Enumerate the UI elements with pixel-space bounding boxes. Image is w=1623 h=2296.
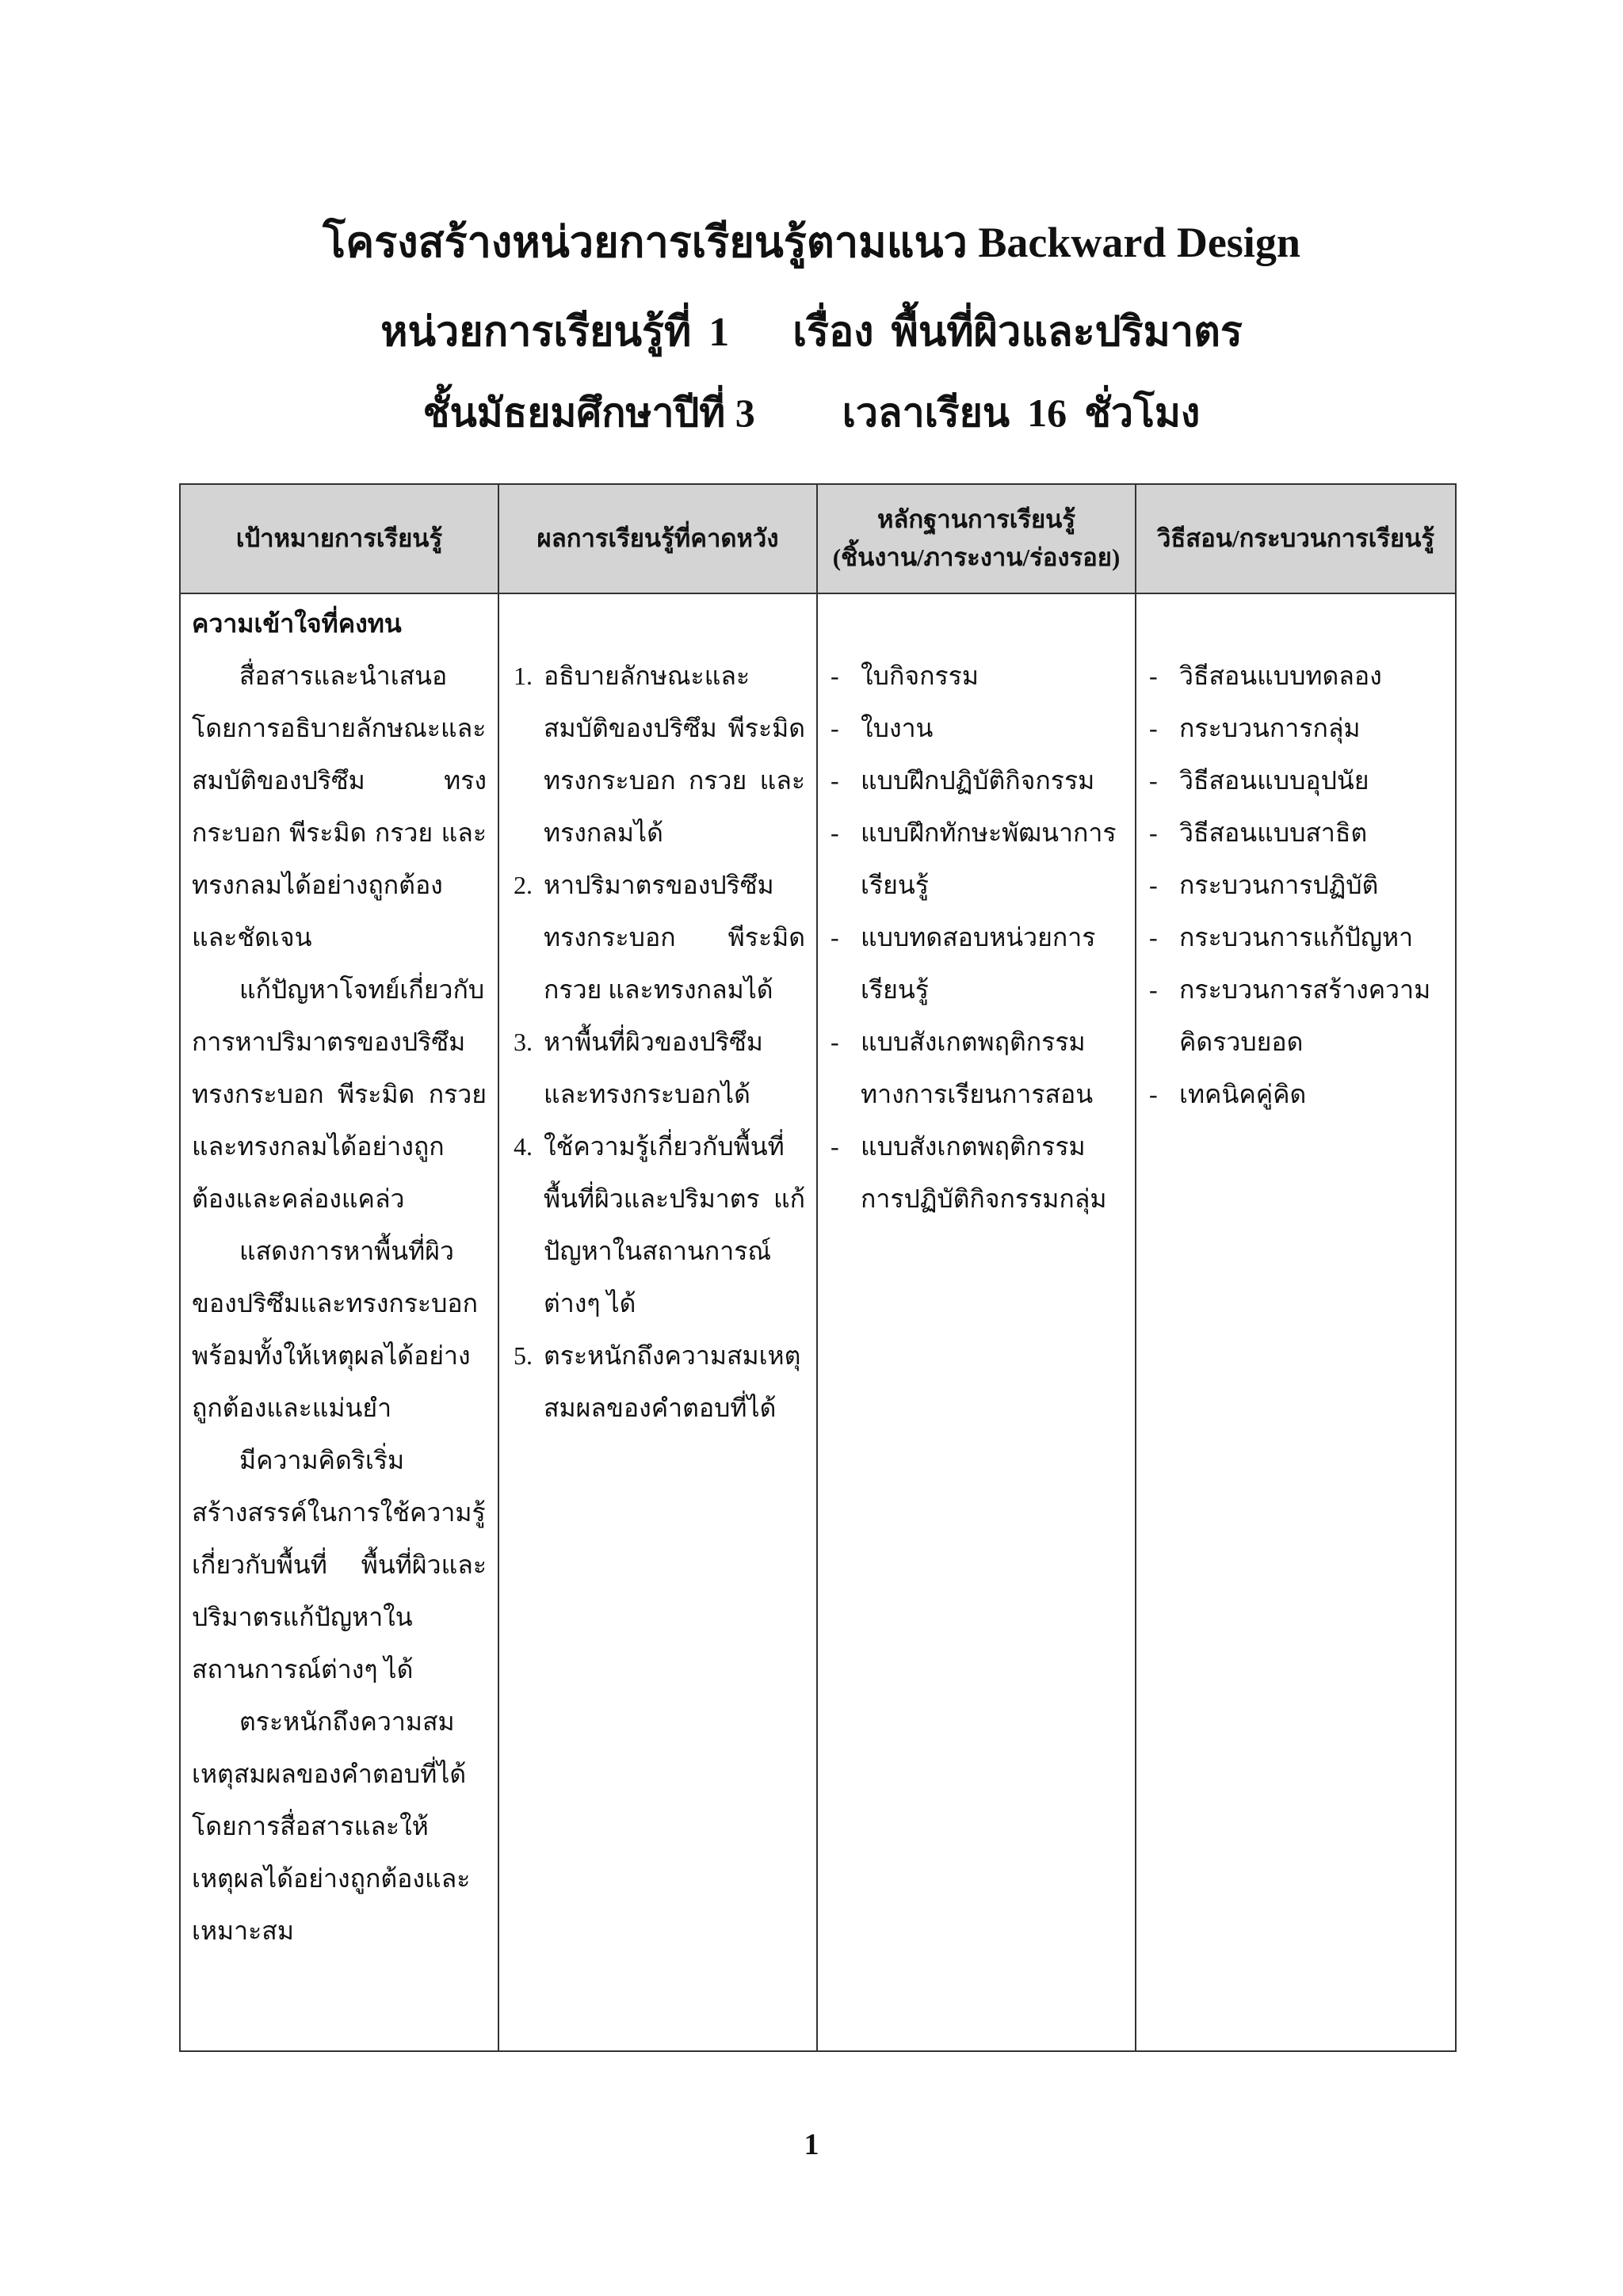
unit-structure-table [179, 483, 1457, 2052]
list-item [514, 650, 805, 859]
header-learning-goals: เป้าหมายการเรียนรู้ [180, 484, 498, 593]
header-expected-outcomes: ผลการเรียนรู้ที่คาดหวัง [498, 484, 817, 593]
item-text: แบบสังเกตพฤติกรรมทางการเรียนการสอน [861, 1028, 1094, 1108]
list-item [1149, 859, 1445, 911]
bullet-dash: - [1149, 871, 1158, 899]
item-text: แบบทดสอบหน่วยการเรียนรู้ [861, 923, 1096, 1004]
unit-number: 1 [708, 310, 730, 355]
bullet-dash: - [1149, 975, 1158, 1004]
time-unit: ชั่วโมง [1084, 391, 1201, 435]
goal-paragraph: มีความคิดริเริ่มสร้างสรรค์ในการใช้ความรู้เกี่ยวกับพื้นที่ พื้นที่ผิวและปริมาตรแก้ปัญหาในสถานการณ์ต่างๆ ได้ [192, 1446, 487, 1684]
list-item [514, 1329, 805, 1434]
goals-cell [180, 593, 498, 2051]
item-text: กระบวนการกลุ่ม [1179, 714, 1361, 742]
bullet-dash: - [1149, 818, 1158, 847]
header-teaching-methods: วิธีสอน/กระบวนการเรียนรู้ [1136, 484, 1456, 593]
list-item [1149, 754, 1445, 807]
grade-label: ชั้นมัธยมศึกษาปีที่ 3 [422, 391, 755, 435]
bullet-dash: - [831, 818, 839, 847]
bullet-dash: - [831, 1028, 839, 1056]
grade-line [0, 382, 1623, 444]
list-item [1149, 650, 1445, 702]
item-text: ใช้ความรู้เกี่ยวกับพื้นที่ พื้นที่ผิวและปริมาตร แก้ปัญหาในสถานการณ์ต่างๆ ได้ [544, 1132, 805, 1318]
unit-label: หน่วยการเรียนรู้ที่ [380, 310, 692, 355]
item-text: อธิบายลักษณะและสมบัติของปริซึม พีระมิด ทรงกระบอก กรวย และทรงกลมได้ [544, 662, 805, 847]
bullet-dash: - [1149, 662, 1158, 690]
bullet-dash: - [831, 766, 839, 795]
goal-paragraph: แก้ปัญหาโจทย์เกี่ยวกับการหาปริมาตรของปริซึม ทรงกระบอก พีระมิด กรวย และทรงกลมได้อย่างถูกต้องและคล่องแคล่ว [192, 975, 487, 1213]
item-text: แบบฝึกทักษะพัฒนาการเรียนรู้ [861, 818, 1117, 899]
list-item [831, 807, 1125, 911]
list-item [831, 650, 1125, 702]
evidence-cell [817, 593, 1136, 2051]
list-item [831, 702, 1125, 754]
methods-cell [1136, 593, 1456, 2051]
outcomes-cell [498, 593, 817, 2051]
list-item [514, 1016, 805, 1120]
document-title: โครงสร้างหน่วยการเรียนรู้ตามแนว Backward Design [323, 219, 1300, 266]
bullet-dash: - [831, 714, 839, 742]
list-item [1149, 963, 1445, 1068]
bullet-dash: - [1149, 1080, 1158, 1108]
table-header-row [180, 484, 1456, 593]
item-text: กระบวนการสร้างความคิดรวบยอด [1179, 975, 1431, 1056]
unit-line [0, 298, 1623, 364]
item-text: กระบวนการแก้ปัญหา [1179, 923, 1414, 952]
goal-paragraph: ตระหนักถึงความสมเหตุสมผลของคำตอบที่ได้ โดยการสื่อสารและให้เหตุผลได้อย่างถูกต้องและเหมาะสม [192, 1707, 471, 1945]
time-label: เวลาเรียน [842, 391, 1010, 435]
item-text: วิธีสอนแบบสาธิต [1179, 818, 1368, 847]
bullet-dash: - [831, 662, 839, 690]
header-learning-evidence [817, 484, 1136, 593]
list-item [514, 1120, 805, 1329]
list-item [1149, 702, 1445, 754]
header-evidence-title: หลักฐานการเรียนรู้ [877, 505, 1075, 533]
table-body-row [180, 593, 1456, 2051]
item-text: กระบวนการปฏิบัติ [1179, 871, 1379, 899]
bullet-dash: - [1149, 714, 1158, 742]
bullet-dash: - [1149, 766, 1158, 795]
item-number: 4. [514, 1132, 533, 1161]
item-number: 3. [514, 1028, 533, 1056]
item-text: เทคนิคคู่คิด [1179, 1080, 1307, 1108]
outcomes-list [514, 650, 805, 1434]
evidence-list [831, 650, 1125, 1225]
item-text: แบบฝึกปฏิบัติกิจกรรม [861, 766, 1095, 795]
item-text: ตระหนักถึงความสมเหตุสมผลของคำตอบที่ได้ [544, 1341, 801, 1422]
list-item [1149, 1068, 1445, 1120]
item-text: แบบสังเกตพฤติกรรมการปฏิบัติกิจกรรมกลุ่ม [861, 1132, 1107, 1213]
list-item [831, 1016, 1125, 1120]
list-item [831, 911, 1125, 1016]
list-item [831, 754, 1125, 807]
page-number: 1 [804, 2128, 819, 2161]
item-text: วิธีสอนแบบอุปนัย [1179, 766, 1369, 795]
time-value: 16 [1027, 391, 1067, 435]
goals-heading: ความเข้าใจที่คงทน [192, 609, 402, 638]
methods-list [1149, 650, 1445, 1120]
item-number: 2. [514, 871, 533, 899]
item-text: ใบกิจกรรม [861, 662, 979, 690]
item-number: 1. [514, 662, 533, 690]
list-item [831, 1120, 1125, 1225]
list-item [514, 859, 805, 1016]
item-text: ใบงาน [861, 714, 934, 742]
list-item [1149, 911, 1445, 963]
list-item [1149, 807, 1445, 859]
item-text: หาปริมาตรของปริซึม ทรงกระบอก พีระมิด กรวย และทรงกลมได้ [544, 871, 805, 1004]
bullet-dash: - [1149, 923, 1158, 952]
goal-paragraph: แสดงการหาพื้นที่ผิวของปริซึมและทรงกระบอก พร้อมทั้งให้เหตุผลได้อย่างถูกต้องและแม่นยำ [192, 1237, 479, 1422]
goal-paragraph: สื่อสารและนำเสนอโดยการอธิบายลักษณะและสมบัติของปริซึม ทรงกระบอก พีระมิด กรวย และทรงกลมได้อย่างถูกต้องและชัดเจน [192, 662, 487, 952]
item-text: วิธีสอนแบบทดลอง [1179, 662, 1382, 690]
item-text: หาพื้นที่ผิวของปริซึมและทรงกระบอกได้ [544, 1028, 763, 1108]
bullet-dash: - [831, 1132, 839, 1161]
topic-name: พื้นที่ผิวและปริมาตร [891, 310, 1243, 355]
item-number: 5. [514, 1341, 533, 1370]
header-evidence-subtitle: (ชิ้นงาน/ภาระงาน/ร่องรอย) [832, 543, 1121, 571]
topic-label: เรื่อง [792, 310, 874, 355]
bullet-dash: - [831, 923, 839, 952]
